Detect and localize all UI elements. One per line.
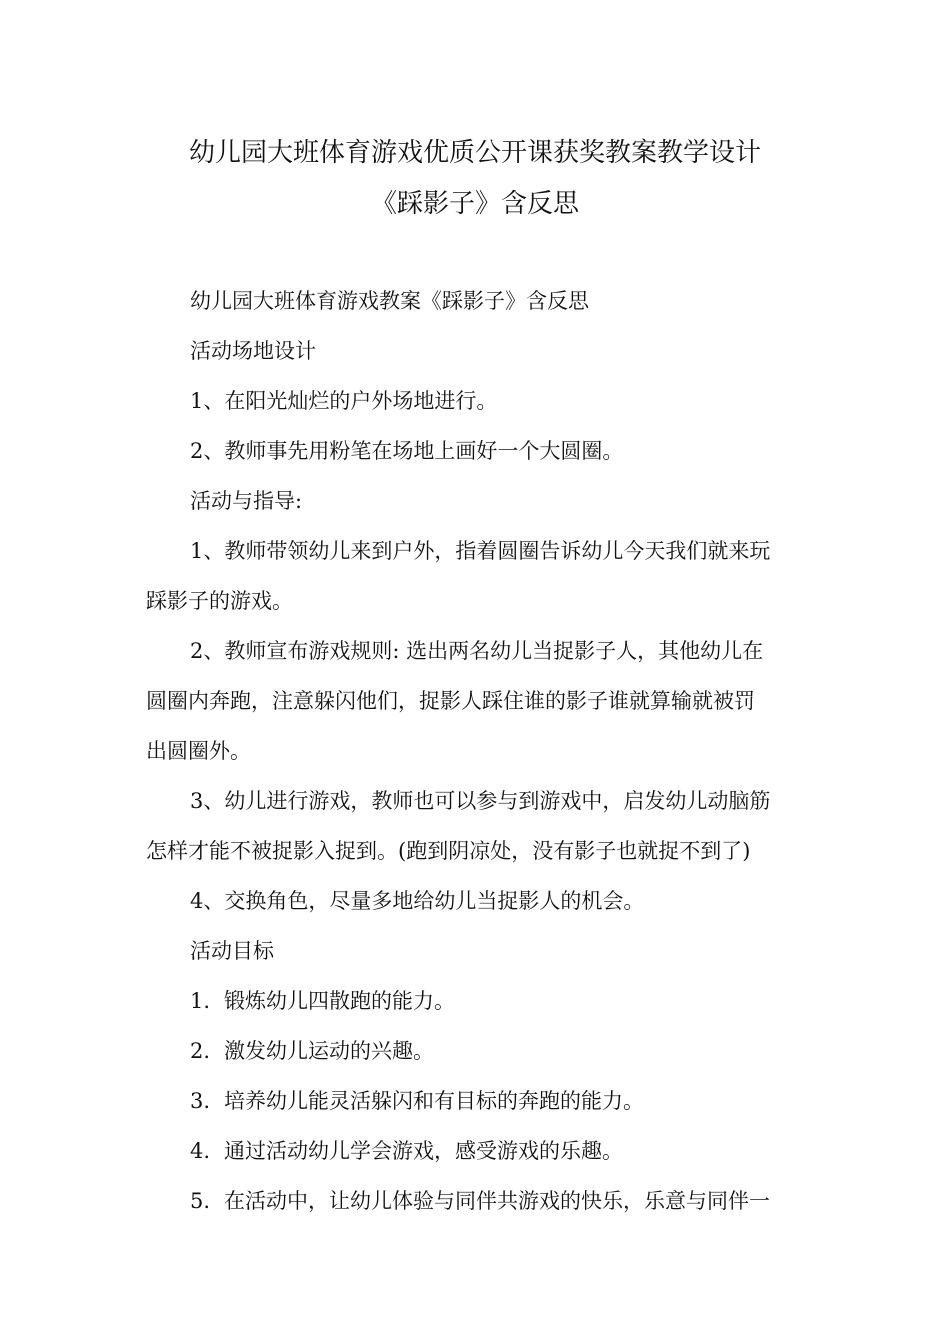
document-subtitle: 幼儿园大班体育游戏教案《踩影子》含反思 — [190, 289, 589, 313]
section-guidance-heading: 活动与指导: — [190, 489, 303, 513]
guidance-p2-line-3: 出圆圈外。 — [146, 739, 251, 763]
section-venue-heading: 活动场地设计 — [190, 339, 316, 363]
venue-item-1: 1、在阳光灿烂的户外场地进行。 — [190, 389, 498, 413]
document-title-line-1: 幼儿园大班体育游戏优质公开课获奖教案教学设计 — [188, 138, 761, 168]
goal-item-5 — [190, 1186, 770, 1216]
guidance-p2-line-2: 圆圈内奔跑，注意躲闪他们，捉影人踩住谁的影子谁就算输就被罚 — [146, 689, 755, 713]
goal-item-text: 在活动中，让幼儿体验与同伴共游戏的快乐，乐意与同伴一 — [224, 1189, 770, 1213]
goal-item-number: 5. — [190, 1189, 211, 1213]
guidance-p3-line-1: 3、幼儿进行游戏，教师也可以参与到游戏中，启发幼儿动脑筋 — [190, 789, 771, 813]
goal-item-text: 通过活动幼儿学会游戏，感受游戏的乐趣。 — [224, 1139, 623, 1163]
guidance-p2-line-1: 2、教师宣布游戏规则: 选出两名幼儿当捉影子人，其他幼儿在 — [190, 639, 764, 663]
goal-item-number: 3. — [190, 1089, 211, 1113]
guidance-p3-line-2: 怎样才能不被捉影入捉到。(跑到阴凉处，没有影子也就捉不到了) — [146, 839, 751, 863]
goal-item-text: 锻炼幼儿四散跑的能力。 — [224, 989, 455, 1013]
guidance-p4: 4、交换角色，尽量多地给幼儿当捉影人的机会。 — [190, 889, 645, 913]
section-goals-heading: 活动目标 — [190, 939, 274, 963]
goal-item-number: 1. — [190, 989, 211, 1013]
goal-item-text: 激发幼儿运动的兴趣。 — [224, 1039, 434, 1063]
guidance-p1-line-1: 1、教师带领幼儿来到户外，指着圆圈告诉幼儿今天我们就来玩 — [190, 539, 771, 563]
goal-item-2 — [190, 1036, 434, 1066]
goal-item-number: 2. — [190, 1039, 211, 1063]
goal-item-3 — [190, 1086, 644, 1116]
guidance-p1-line-2: 踩影子的游戏。 — [146, 589, 293, 613]
goal-item-1 — [190, 986, 455, 1016]
document-title-line-2: 《踩影子》含反思 — [370, 189, 579, 219]
goal-item-text: 培养幼儿能灵活躲闪和有目标的奔跑的能力。 — [224, 1089, 644, 1113]
goal-item-4 — [190, 1136, 623, 1166]
venue-item-2: 2、教师事先用粉笔在场地上画好一个大圆圈。 — [190, 439, 624, 463]
goal-item-number: 4. — [190, 1139, 211, 1163]
